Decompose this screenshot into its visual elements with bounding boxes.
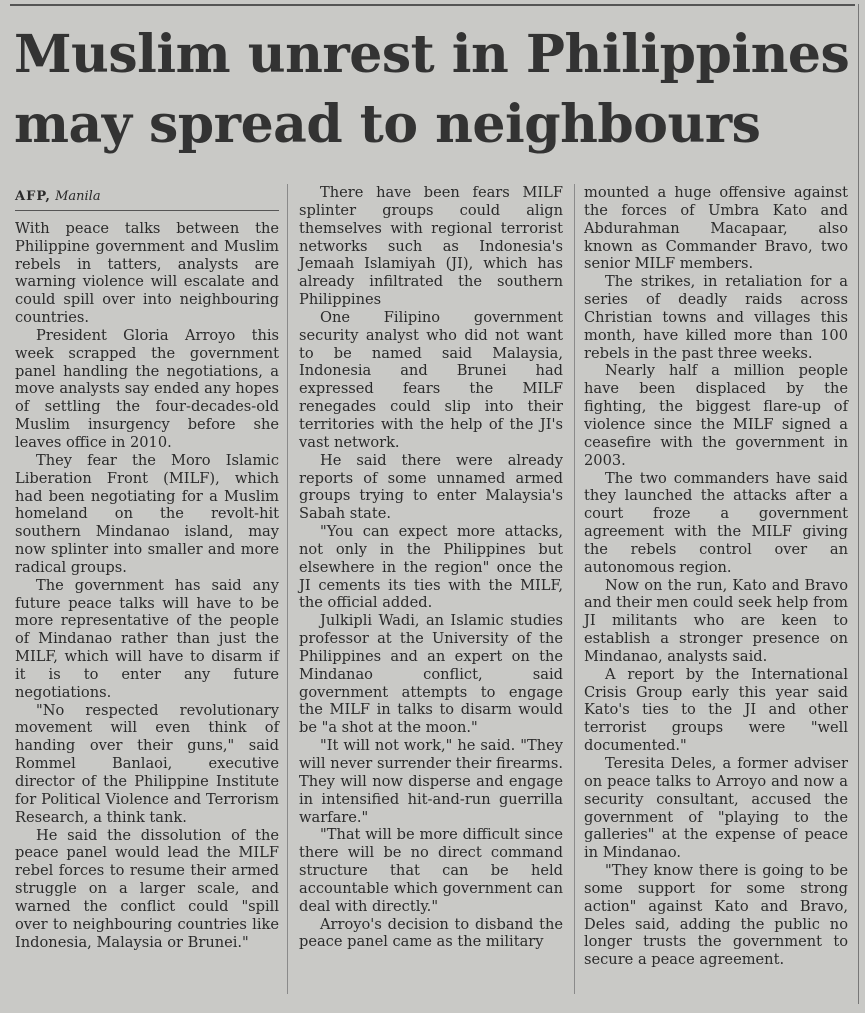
paragraph: "You can expect more attacks, not only in the Philippines but elsewhere in the region" once the JI cements its ties with the MILF, the official added. [299, 523, 563, 612]
paragraph: There have been fears MILF splinter groups could align themselves with regional terrorist networks such as Indonesia's Jemaah Islamiyah (JI), which has already infiltrated the southern Philippines [299, 184, 563, 309]
article-column-2 [299, 184, 563, 951]
edge-rule [858, 4, 859, 1004]
paragraph: Now on the run, Kato and Bravo and their men could seek help from JI militants who are keen to establish a stronger presence on Mindanao, analysts said. [584, 576, 848, 665]
paragraph: The strikes, in retaliation for a series of deadly raids across Christian towns and villages this month, have killed more than 100 rebels in the past three weeks. [584, 273, 848, 362]
paragraph: Teresita Deles, a former adviser on peace talks to Arroyo and now a security consultant, accused the government of "playing to the galleries" at the expense of peace in Mindanao. [584, 755, 848, 862]
byline-place: Manila [55, 189, 101, 204]
paragraph: With peace talks between the Philippine government and Muslim rebels in tatters, analysts are warning violence will escalate and could spill over into neighbouring countries. [15, 219, 279, 327]
article-column-1 [15, 184, 279, 951]
paragraph: "No respected revolutionary movement will even think of handing over their guns," said Rommel Banlaoi, executive director of the Philippine Institute for Political Violence and Terrorism Research, a think tank. [15, 701, 279, 826]
paragraph: "That will be more difficult since there will be no direct command structure that can be held accountable which government can deal with directly." [299, 826, 563, 915]
article-column-3 [584, 184, 848, 969]
paragraph: Arroyo's decision to disband the peace panel came as the military [299, 915, 563, 951]
headline [14, 20, 854, 160]
paragraph: Nearly half a million people have been displaced by the fighting, the biggest flare-up of violence since the MILF signed a ceasefire with the government in 2003. [584, 362, 848, 469]
column-divider [287, 184, 288, 994]
paragraph: He said the dissolution of the peace panel would lead the MILF rebel forces to resume their armed struggle on a larger scale, and warned the conflict could "spill over to neighbouring countries like Indonesia, Malaysia or Brunei." [15, 826, 279, 951]
paragraph: "It will not work," he said. "They will never surrender their firearms. They will now disperse and engage in intensified hit-and-run guerrilla warfare." [299, 737, 563, 826]
paragraph: The government has said any future peace talks will have to be more representative of the people of Mindanao rather than just the MILF, which will have to disarm if it is to enter any future negotiations. [15, 576, 279, 701]
paragraph: One Filipino government security analyst who did not want to be named said Malaysia, Indonesia and Brunei had expressed fears the MILF renegades could slip into their territories with the help of the JI's vast network. [299, 308, 563, 451]
paragraph: Julkipli Wadi, an Islamic studies professor at the University of the Philippines and an expert on the Mindanao conflict, said government attempts to engage the MILF in talks to disarm would be "a shot at the moon." [299, 612, 563, 737]
top-rule [10, 4, 855, 6]
paragraph: They fear the Moro Islamic Liberation Front (MILF), which had been negotiating for a Muslim homeland on the revolt-hit southern Mindanao island, may now splinter into smaller and more radical groups. [15, 451, 279, 576]
paragraph: The two commanders have said they launched the attacks after a court froze a government agreement with the MILF giving the rebels control over an autonomous region. [584, 469, 848, 576]
byline [15, 188, 279, 211]
paragraph: "They know there is going to be some support for some strong action" against Kato and Bravo, Deles said, adding the public no longer trusts the government to secure a peace agreement. [584, 862, 848, 969]
headline-line-2: may spread to neighbours [14, 94, 761, 155]
paragraph: mounted a huge offensive against the forces of Umbra Kato and Abdurahman Macapaar, also known as Commander Bravo, two senior MILF members. [584, 184, 848, 273]
byline-agency: AFP, [15, 189, 51, 204]
column-divider [574, 184, 575, 994]
paragraph: President Gloria Arroyo this week scrapped the government panel handling the negotiations, a move analysts say ended any hopes of settling the four-decades-old Muslim insurgency before she leaves office in 2010. [15, 326, 279, 451]
paragraph: He said there were already reports of some unnamed armed groups trying to enter Malaysia's Sabah state. [299, 451, 563, 523]
headline-line-1: Muslim unrest in Philippines [14, 24, 850, 85]
paragraph: A report by the International Crisis Group early this year said Kato's ties to the JI and other terrorist groups were "well documented." [584, 665, 848, 755]
